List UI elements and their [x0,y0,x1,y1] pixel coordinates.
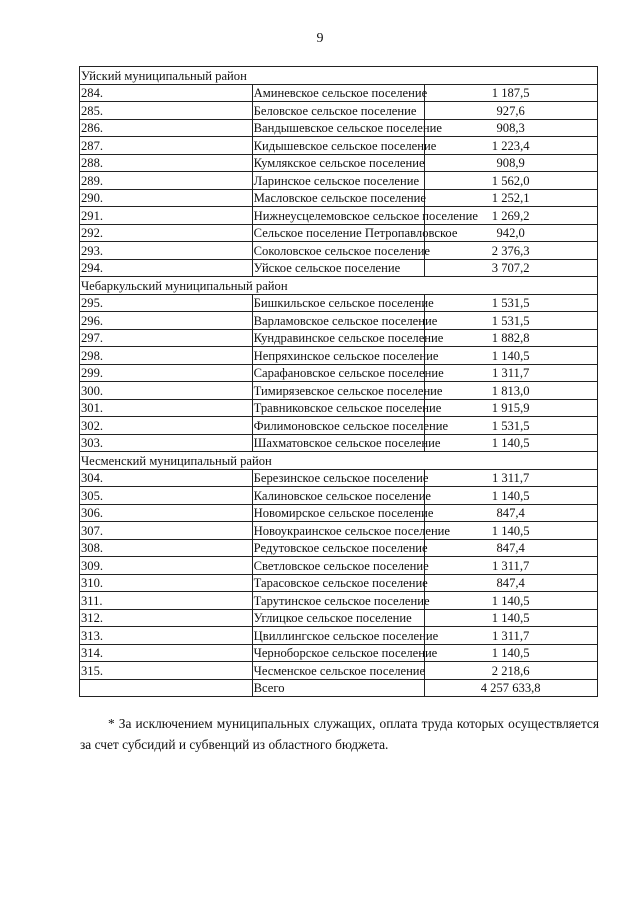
table-row [80,224,598,242]
table-row [80,207,598,225]
settlement-value: 1 187,5 [425,84,598,102]
settlement-name: Масловское сельское поселение [253,191,426,205]
settlement-value: 1 269,2 [425,207,598,225]
table-row [80,137,598,155]
table-row [80,294,598,312]
settlement-name: Аминевское сельское поселение [253,86,428,100]
row-number: 286. [80,119,253,137]
settlement-name: Калиновское сельское поселение [253,488,432,503]
table-row [80,259,598,277]
settlement-value: 942,0 [425,224,598,242]
settlement-value: 2 376,3 [425,242,598,260]
settlement-value: 908,9 [425,154,598,172]
settlement-value: 1 140,5 [425,609,598,627]
settlement-name: Тимирязевское сельское поселение [253,383,443,398]
table-row [80,172,598,190]
settlement-value: 927,6 [425,102,598,120]
total-row [80,679,598,697]
total-number-cell [80,679,253,697]
district-name: Чесменский муниципальный район [80,452,598,470]
row-number: 289. [80,172,253,190]
settlement-name: Светловское сельское поселение [253,558,429,573]
row-number: 315. [80,662,253,680]
settlements-table-body [80,67,598,697]
table-row [80,154,598,172]
table-row [80,347,598,365]
table-row [80,557,598,575]
settlement-name: Уйское сельское поселение [252,259,425,277]
table-row [80,627,598,645]
settlement-value: 1 531,5 [425,417,598,435]
table-row [80,312,598,330]
settlement-name: Кундравинское сельское поселение [253,331,444,345]
row-number: 302. [80,417,253,435]
settlement-value: 1 813,0 [425,382,598,400]
settlement-value: 1 223,4 [425,137,598,155]
settlement-name: Тарутинское сельское поселение [253,593,430,608]
settlement-value: 908,3 [425,119,598,137]
row-number: 309. [80,557,253,575]
row-number: 291. [80,207,253,225]
settlement-value: 1 562,0 [425,172,598,190]
row-number: 295. [80,294,253,312]
district-header-row [80,67,598,85]
row-number: 313. [80,627,253,645]
settlement-name: Непряхинское сельское поселение [253,348,439,363]
settlement-value: 1 140,5 [425,644,598,662]
settlement-name: Тарасовское сельское поселение [253,576,428,590]
settlement-name: Беловское сельское поселение [252,102,425,120]
row-number: 311. [80,592,253,610]
settlement-value: 847,4 [425,574,598,592]
settlement-name: Шахматовское сельское поселение [253,436,441,450]
row-number: 305. [80,487,253,505]
settlement-value: 1 311,7 [425,557,598,575]
table-row [80,329,598,347]
row-number: 304. [80,469,253,487]
table-row [80,119,598,137]
row-number: 306. [80,504,253,522]
table-row [80,609,598,627]
settlement-value: 1 311,7 [425,364,598,382]
settlement-value: 1 140,5 [425,434,598,452]
row-number: 314. [80,644,253,662]
table-row [80,84,598,102]
row-number: 293. [80,242,253,260]
row-number: 300. [80,382,253,400]
settlement-name: Редутовское сельское поселение [253,541,428,555]
settlement-name: Чесменское сельское поселение [253,663,426,678]
row-number: 284. [80,84,253,102]
settlement-name: Черноборское сельское поселение [253,646,438,660]
district-header-row [80,452,598,470]
settlement-value: 1 915,9 [425,399,598,417]
table-row [80,662,598,680]
settlement-value: 2 218,6 [425,662,598,680]
row-number: 287. [80,137,253,155]
settlement-name: Сельское поселение Петропавловское [253,226,458,240]
district-header-row [80,277,598,295]
settlements-table [79,66,598,697]
settlement-value: 1 531,5 [425,294,598,312]
row-number: 285. [80,102,253,120]
settlement-value: 847,4 [425,504,598,522]
table-row [80,644,598,662]
row-number: 294. [80,259,253,277]
row-number: 310. [80,574,253,592]
settlement-name: Цвиллингское сельское поселение [253,628,439,643]
row-number: 312. [80,609,253,627]
settlement-name: Травниковское сельское поселение [253,401,442,415]
row-number: 298. [80,347,253,365]
settlement-name: Вандышевское сельское поселение [253,121,442,135]
settlement-value: 1 140,5 [425,522,598,540]
row-number: 301. [80,399,253,417]
settlement-value: 3 707,2 [425,259,598,277]
table-row [80,434,598,452]
settlement-value: 1 882,8 [425,329,598,347]
table-row [80,417,598,435]
settlement-name: Бишкильское сельское поселение [253,296,434,310]
table-row [80,487,598,505]
row-number: 290. [80,189,253,207]
row-number: 308. [80,539,253,557]
district-name: Чебаркульский муниципальный район [80,277,598,295]
table-row [80,592,598,610]
settlement-name: Углицкое сельское поселение [252,609,425,627]
row-number: 299. [80,364,253,382]
total-label: Всего [252,679,425,697]
settlement-name: Кидышевское сельское поселение [253,138,437,153]
table-row [80,382,598,400]
table-row [80,189,598,207]
settlement-name: Филимоновское сельское поселение [253,418,449,433]
settlement-name: Березинское сельское поселение [253,471,429,485]
settlement-name: Кумлякское сельское поселение [253,156,425,170]
table-row [80,504,598,522]
table-row [80,469,598,487]
settlement-value: 1 140,5 [425,592,598,610]
row-number: 296. [80,312,253,330]
table-row [80,242,598,260]
row-number: 288. [80,154,253,172]
settlement-name: Новомирское сельское поселение [253,506,434,520]
settlement-name: Соколовское сельское поселение [253,243,430,258]
settlement-name: Новоукраинское сельское поселение [253,523,451,538]
table-row [80,574,598,592]
row-number: 303. [80,434,253,452]
settlement-value: 1 252,1 [425,189,598,207]
settlement-name: Сарафановское сельское поселение [253,366,444,380]
settlement-value: 1 140,5 [425,487,598,505]
table-row [80,539,598,557]
settlement-name: Варламовское сельское поселение [253,313,438,328]
page-number: 9 [316,31,324,46]
table-row [80,399,598,417]
district-name: Уйский муниципальный район [80,67,598,85]
settlement-value: 847,4 [425,539,598,557]
table-row [80,364,598,382]
row-number: 297. [80,329,253,347]
table-row [80,102,598,120]
row-number: 292. [80,224,253,242]
footnote: * За исключением муниципальных служащих, оплата труда которых осуществляется за счет субсидий и субвенций из областного бюджета. [80,716,599,752]
row-number: 307. [80,522,253,540]
settlement-value: 1 311,7 [425,469,598,487]
settlement-value: 1 531,5 [425,312,598,330]
settlement-value: 1 311,7 [425,627,598,645]
settlement-value: 1 140,5 [425,347,598,365]
table-row [80,522,598,540]
settlement-name: Нижнеусцелемовское сельское поселение [253,208,478,223]
total-value: 4 257 633,8 [425,679,598,697]
settlement-name: Ларинское сельское поселение [252,172,425,190]
